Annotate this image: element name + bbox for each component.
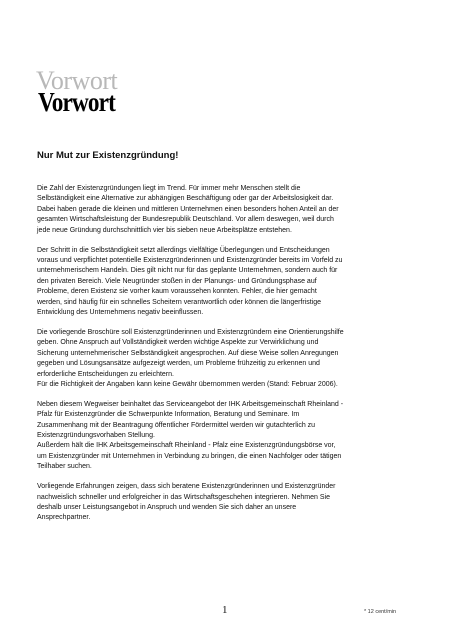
- paragraph-line: Ansprechpartner.: [37, 514, 91, 522]
- paragraph-line: geben. Ohne Anspruch auf Vollständigkeit werden wichtige Aspekte zur Verwirklichung und: [37, 339, 319, 347]
- page-number: 1: [222, 604, 228, 616]
- paragraph-line: unternehmerischem Handeln. Dies gilt nicht nur für das geplante Unternehmen, sondern auch für: [37, 267, 338, 275]
- paragraph-line: gegeben und Lösungsansätze aufgezeigt werden, um Probleme frühzeitig zu erkennen und: [37, 360, 320, 368]
- paragraph-line: nachweislich schneller und erfolgreicher in das Wirtschaftsgeschehen integrieren. Nehmen Sie: [37, 493, 330, 501]
- paragraph-line: Selbständigkeit eine Alternative zur abhängigen Beschäftigung oder gar der Arbeitslosigkeit dar.: [37, 195, 334, 203]
- paragraph-line: Neben diesem Wegweiser beinhaltet das Serviceangebot der IHK Arbeitsgemeinschaft Rheinland -: [37, 400, 344, 408]
- paragraph-line: voraus und verpflichtet potentielle Existenzgründerinnen und Existenzgründer bereits im Vorfeld zu: [37, 256, 343, 264]
- paragraph: [37, 246, 422, 319]
- footnote: * 12 cent/min: [364, 609, 397, 615]
- paragraph-line: Die vorliegende Broschüre soll Existenzgründerinnen und Existenzgründern eine Orientierungshilfe: [37, 328, 344, 336]
- paragraph: [37, 482, 422, 524]
- paragraph-line: Für die Richtigkeit der Angaben kann keine Gewähr übernommen werden (Stand: Februar 2006).: [37, 380, 338, 388]
- paragraph: [37, 400, 422, 473]
- paragraph-line: Entwicklung des Unternehmens negativ beeinflussen.: [37, 308, 204, 316]
- paragraph-line: Vorliegende Erfahrungen zeigen, dass sich beratene Existenzgründerinnen und Existenzgründer: [37, 483, 336, 491]
- paragraph-line: Sicherung unternehmerischer Selbständigkeit angesprochen. Auf diese Weise sollen Anregungen: [37, 349, 339, 357]
- paragraph-list: [37, 184, 422, 524]
- paragraph-line: Die Zahl der Existenzgründungen liegt im Trend. Für immer mehr Menschen stellt die: [37, 185, 301, 192]
- paragraph-line: Außerdem hält die IHK Arbeitsgemeinschaft Rheinland - Pfalz eine Existenzgründungsbörse vor,: [37, 442, 336, 450]
- paragraph-line: Pfalz für Existenzgründer die Schwerpunkte Information, Beratung und Seminare. Im: [37, 411, 300, 419]
- paragraph-line: Probleme, deren Existenz sie vorher kaum voraussehen konnten. Fehler, die hier gemacht: [37, 288, 317, 296]
- heading-title: Vorwort: [38, 87, 115, 117]
- paragraph-line: werden, sind häufig für ein schnelles Scheitern verantwortlich oder können die längerfristige: [37, 298, 322, 306]
- heading-ghost-text: Vorwort: [36, 66, 118, 95]
- paragraph-line: Teilhaber suchen.: [37, 463, 92, 471]
- paragraph-line: Zusammenhang mit der Beantragung öffentlicher Fördermittel werden wir gutachterlich zu: [37, 421, 316, 429]
- paragraph: [37, 328, 422, 390]
- paragraph-line: gesamten Wirtschaftsleistung der Bundesrepublik Deutschland. Vor allem deswegen, weil durch: [37, 216, 334, 224]
- section-subtitle: Nur Mut zur Existenzgründung!: [37, 150, 179, 161]
- paragraph-line: Dabei haben gerade die kleinen und mittleren Unternehmen einen besonders hohen Anteil an der: [37, 205, 339, 213]
- paragraph-line: den privaten Bereich. Viele Neugründer stoßen in der Planungs- und Gründungsphase auf: [37, 277, 317, 285]
- page-heading: [36, 68, 176, 128]
- paragraph-line: deshalb unser Leistungsangebot in Anspruch und wenden Sie sich daher an unsere: [37, 503, 297, 511]
- document-body: [37, 150, 422, 533]
- paragraph-line: Der Schritt in die Selbständigkeit setzt allerdings vielfältige Überlegungen und Entscheidungen: [37, 246, 330, 254]
- paragraph-line: um Existenzgründer mit Unternehmen in Verbindung zu bringen, die einen Nachfolger oder tätigen: [37, 452, 342, 460]
- paragraph-line: erforderliche Entscheidungen zu erleichtern.: [37, 370, 174, 378]
- paragraph-line: jede neue Gründung durchschnittlich vier bis sieben neue Arbeitsplätze entstehen.: [37, 226, 292, 234]
- paragraph-line: Existenzgründungsvorhaben Stellung.: [37, 432, 155, 440]
- paragraph: [37, 184, 422, 236]
